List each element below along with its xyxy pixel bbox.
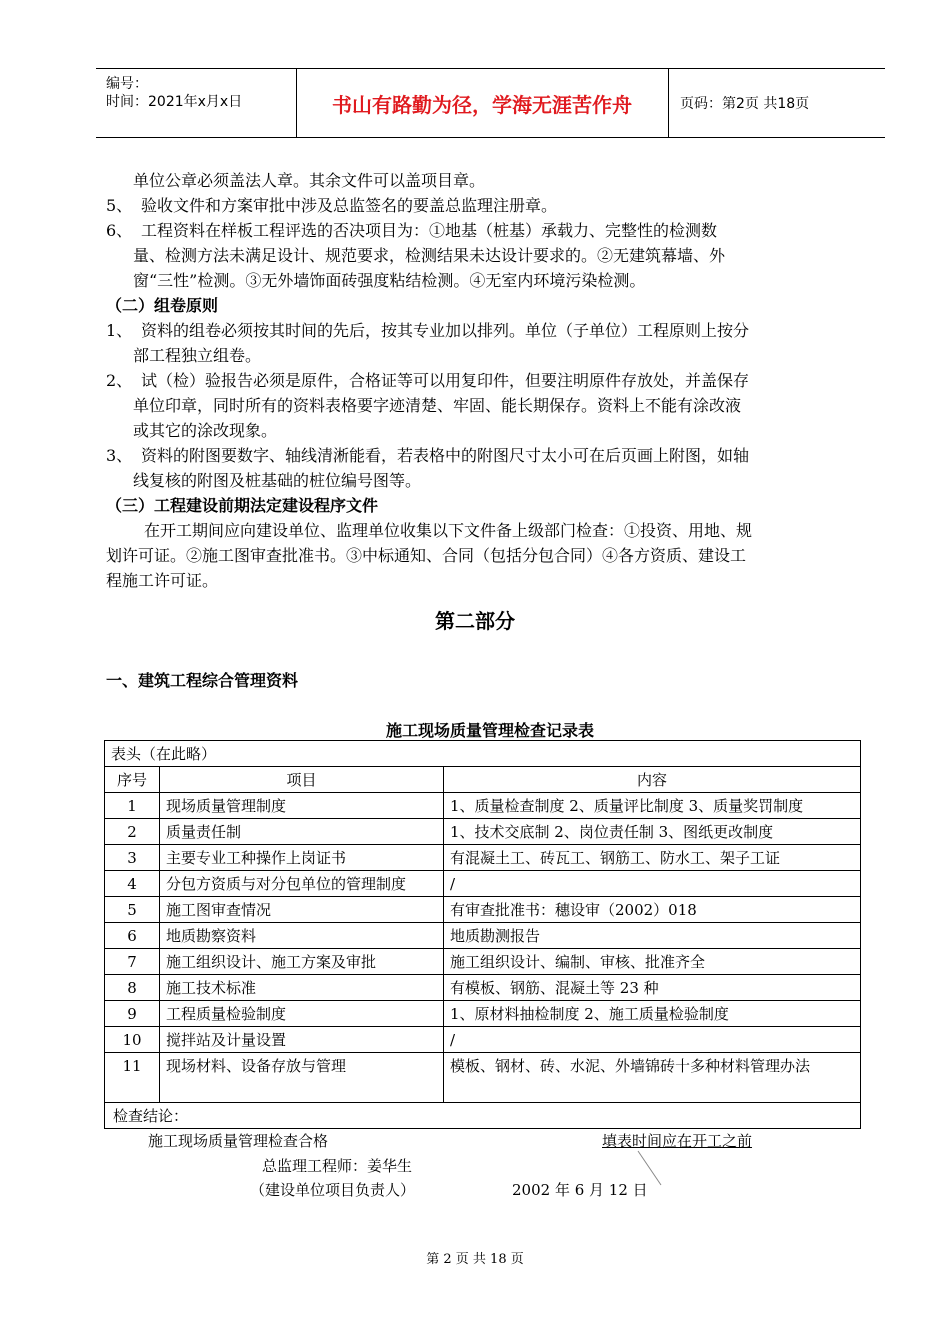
subheading: （三）工程建设前期法定建设程序文件 [106,496,379,515]
conclusion-label: 检查结论： [113,1107,189,1125]
table-title: 施工现场质量管理检查记录表 [385,721,594,740]
header-motto: 书山有路勤为径，学海无涯苦作舟 [332,92,632,117]
text-line: 或其它的涂改现象。 [133,421,278,440]
row-item: 施工图审查情况 [160,897,444,923]
row-content: 1、原材料抽检制度 2、施工质量检验制度 [444,1001,861,1027]
row-content: 有模板、钢筋、混凝土等 23 种 [444,975,861,1001]
row-content: 1、技术交底制 2、岗位责任制 3、图纸更改制度 [444,819,861,845]
table-row [105,845,861,871]
table-row [105,1001,861,1027]
row-item: 地质勘察资料 [160,923,444,949]
row-item: 现场材料、设备存放与管理 [160,1053,444,1103]
header-divider [668,69,669,137]
text-line: 划许可证。②施工图审查批准书。③中标通知、合同（包括分包合同）④各方资质、建设工 [106,546,747,565]
text-line: 资料的附图要数字、轴线清淅能看，若表格中的附图尺寸太小可在后页画上附图，如轴 [141,446,750,465]
header-number: 编号： [106,76,148,92]
text-line: 程施工许可证。 [106,571,219,590]
list-number: 6、 [106,221,133,240]
text-line: 工程资料在样板工程评选的否决项目为：①地基（桩基）承载力、完整性的检测数 [141,221,718,240]
row-no: 6 [105,923,160,949]
section-title: 一、建筑工程综合管理资料 [106,671,299,690]
row-item: 施工组织设计、施工方案及审批 [160,949,444,975]
text-line: 验收文件和方案审批中涉及总监签名的要盖总监理注册章。 [141,196,558,215]
header-meta [96,69,296,137]
row-item: 施工技术标准 [160,975,444,1001]
table-row [105,741,861,767]
row-no: 2 [105,819,160,845]
table-header-row [105,767,861,793]
row-item: 质量责任制 [160,819,444,845]
list-number: 5、 [106,196,133,215]
row-item: 搅拌站及计量设置 [160,1027,444,1053]
row-content: / [444,1027,861,1053]
header-time: 时间：2021年x月x日 [106,94,243,110]
table-row [105,819,861,845]
row-content: 1、质量检查制度 2、质量评比制度 3、质量奖罚制度 [444,793,861,819]
list-number: 2、 [106,371,133,390]
subheading: （二）组卷原则 [106,296,219,315]
row-content: 模板、钢材、砖、水泥、外墙锦砖十多种材料管理办法 [444,1053,861,1103]
row-no: 3 [105,845,160,871]
supervisor: 总监理工程师：姜华生 [262,1157,413,1175]
row-content: 有审查批准书：穗设审（2002）018 [444,897,861,923]
sign-date: 2002 年 6 月 12 日 [512,1181,648,1199]
text-line: 窗“三性”检测。③无外墙饰面砖强度粘结检测。④无室内环境污染检测。 [133,271,646,290]
row-no: 7 [105,949,160,975]
row-no: 11 [105,1053,160,1103]
owner-label: （建设单位项目负责人） [250,1181,416,1199]
text-line: 单位印章，同时所有的资料表格要字迹清楚、牢固、能长期保存。资料上不能有涂改液 [133,396,742,415]
row-no: 8 [105,975,160,1001]
fill-time-note: 填表时间应在开工之前 [602,1132,753,1150]
row-no: 5 [105,897,160,923]
table-row [105,923,861,949]
table-row [105,897,861,923]
part-title: 第二部分 [435,609,515,633]
table-header-note: 表头（在此略） [105,741,861,767]
column-header-no: 序号 [105,767,160,793]
row-no: 1 [105,793,160,819]
text-line: 单位公章必须盖法人章。其余文件可以盖项目章。 [133,171,486,190]
header-page-number: 页码：第2页 共18页 [680,96,810,112]
column-header-item: 项目 [160,767,444,793]
table-row [105,871,861,897]
table-row [105,1027,861,1053]
text-line: 资料的组卷必须按其时间的先后，按其专业加以排列。单位（子单位）工程原则上按分 [141,321,750,340]
quality-check-table [104,740,861,1199]
row-content: 施工组织设计、编制、审核、批准齐全 [444,949,861,975]
page-header [96,68,885,138]
row-item: 分包方资质与对分包单位的管理制度 [160,871,444,897]
text-line: 试（检）验报告必须是原件，合格证等可以用复印件，但要注明原件存放处，并盖保存 [141,371,750,390]
page-footer: 第 2 页 共 18 页 [426,1252,524,1267]
text-line: 量、检测方法未满足设计、规范要求，检测结果未达设计要求的。②无建筑幕墙、外 [133,246,726,265]
conclusion-row [105,1103,861,1129]
table-row [105,793,861,819]
row-content: 有混凝土工、砖瓦工、钢筋工、防水工、架子工证 [444,845,861,871]
row-no: 9 [105,1001,160,1027]
row-no: 4 [105,871,160,897]
table-row [105,1053,861,1103]
row-item: 工程质量检验制度 [160,1001,444,1027]
row-item: 主要专业工种操作上岗证书 [160,845,444,871]
row-content: / [444,871,861,897]
table-row [105,949,861,975]
text-line: 部工程独立组卷。 [133,346,262,365]
row-content: 地质勘测报告 [444,923,861,949]
table-row [105,975,861,1001]
row-item: 现场质量管理制度 [160,793,444,819]
list-number: 1、 [106,321,133,340]
column-header-content: 内容 [444,767,861,793]
conclusion-text: 施工现场质量管理检查合格 [148,1132,329,1150]
text-line: 线复核的附图及桩基础的桩位编号图等。 [133,471,422,490]
list-number: 3、 [106,446,133,465]
row-no: 10 [105,1027,160,1053]
text-line: 在开工期间应向建设单位、监理单位收集以下文件备上级部门检查：①投资、用地、规 [144,521,753,540]
conclusion-cell [105,1103,861,1199]
